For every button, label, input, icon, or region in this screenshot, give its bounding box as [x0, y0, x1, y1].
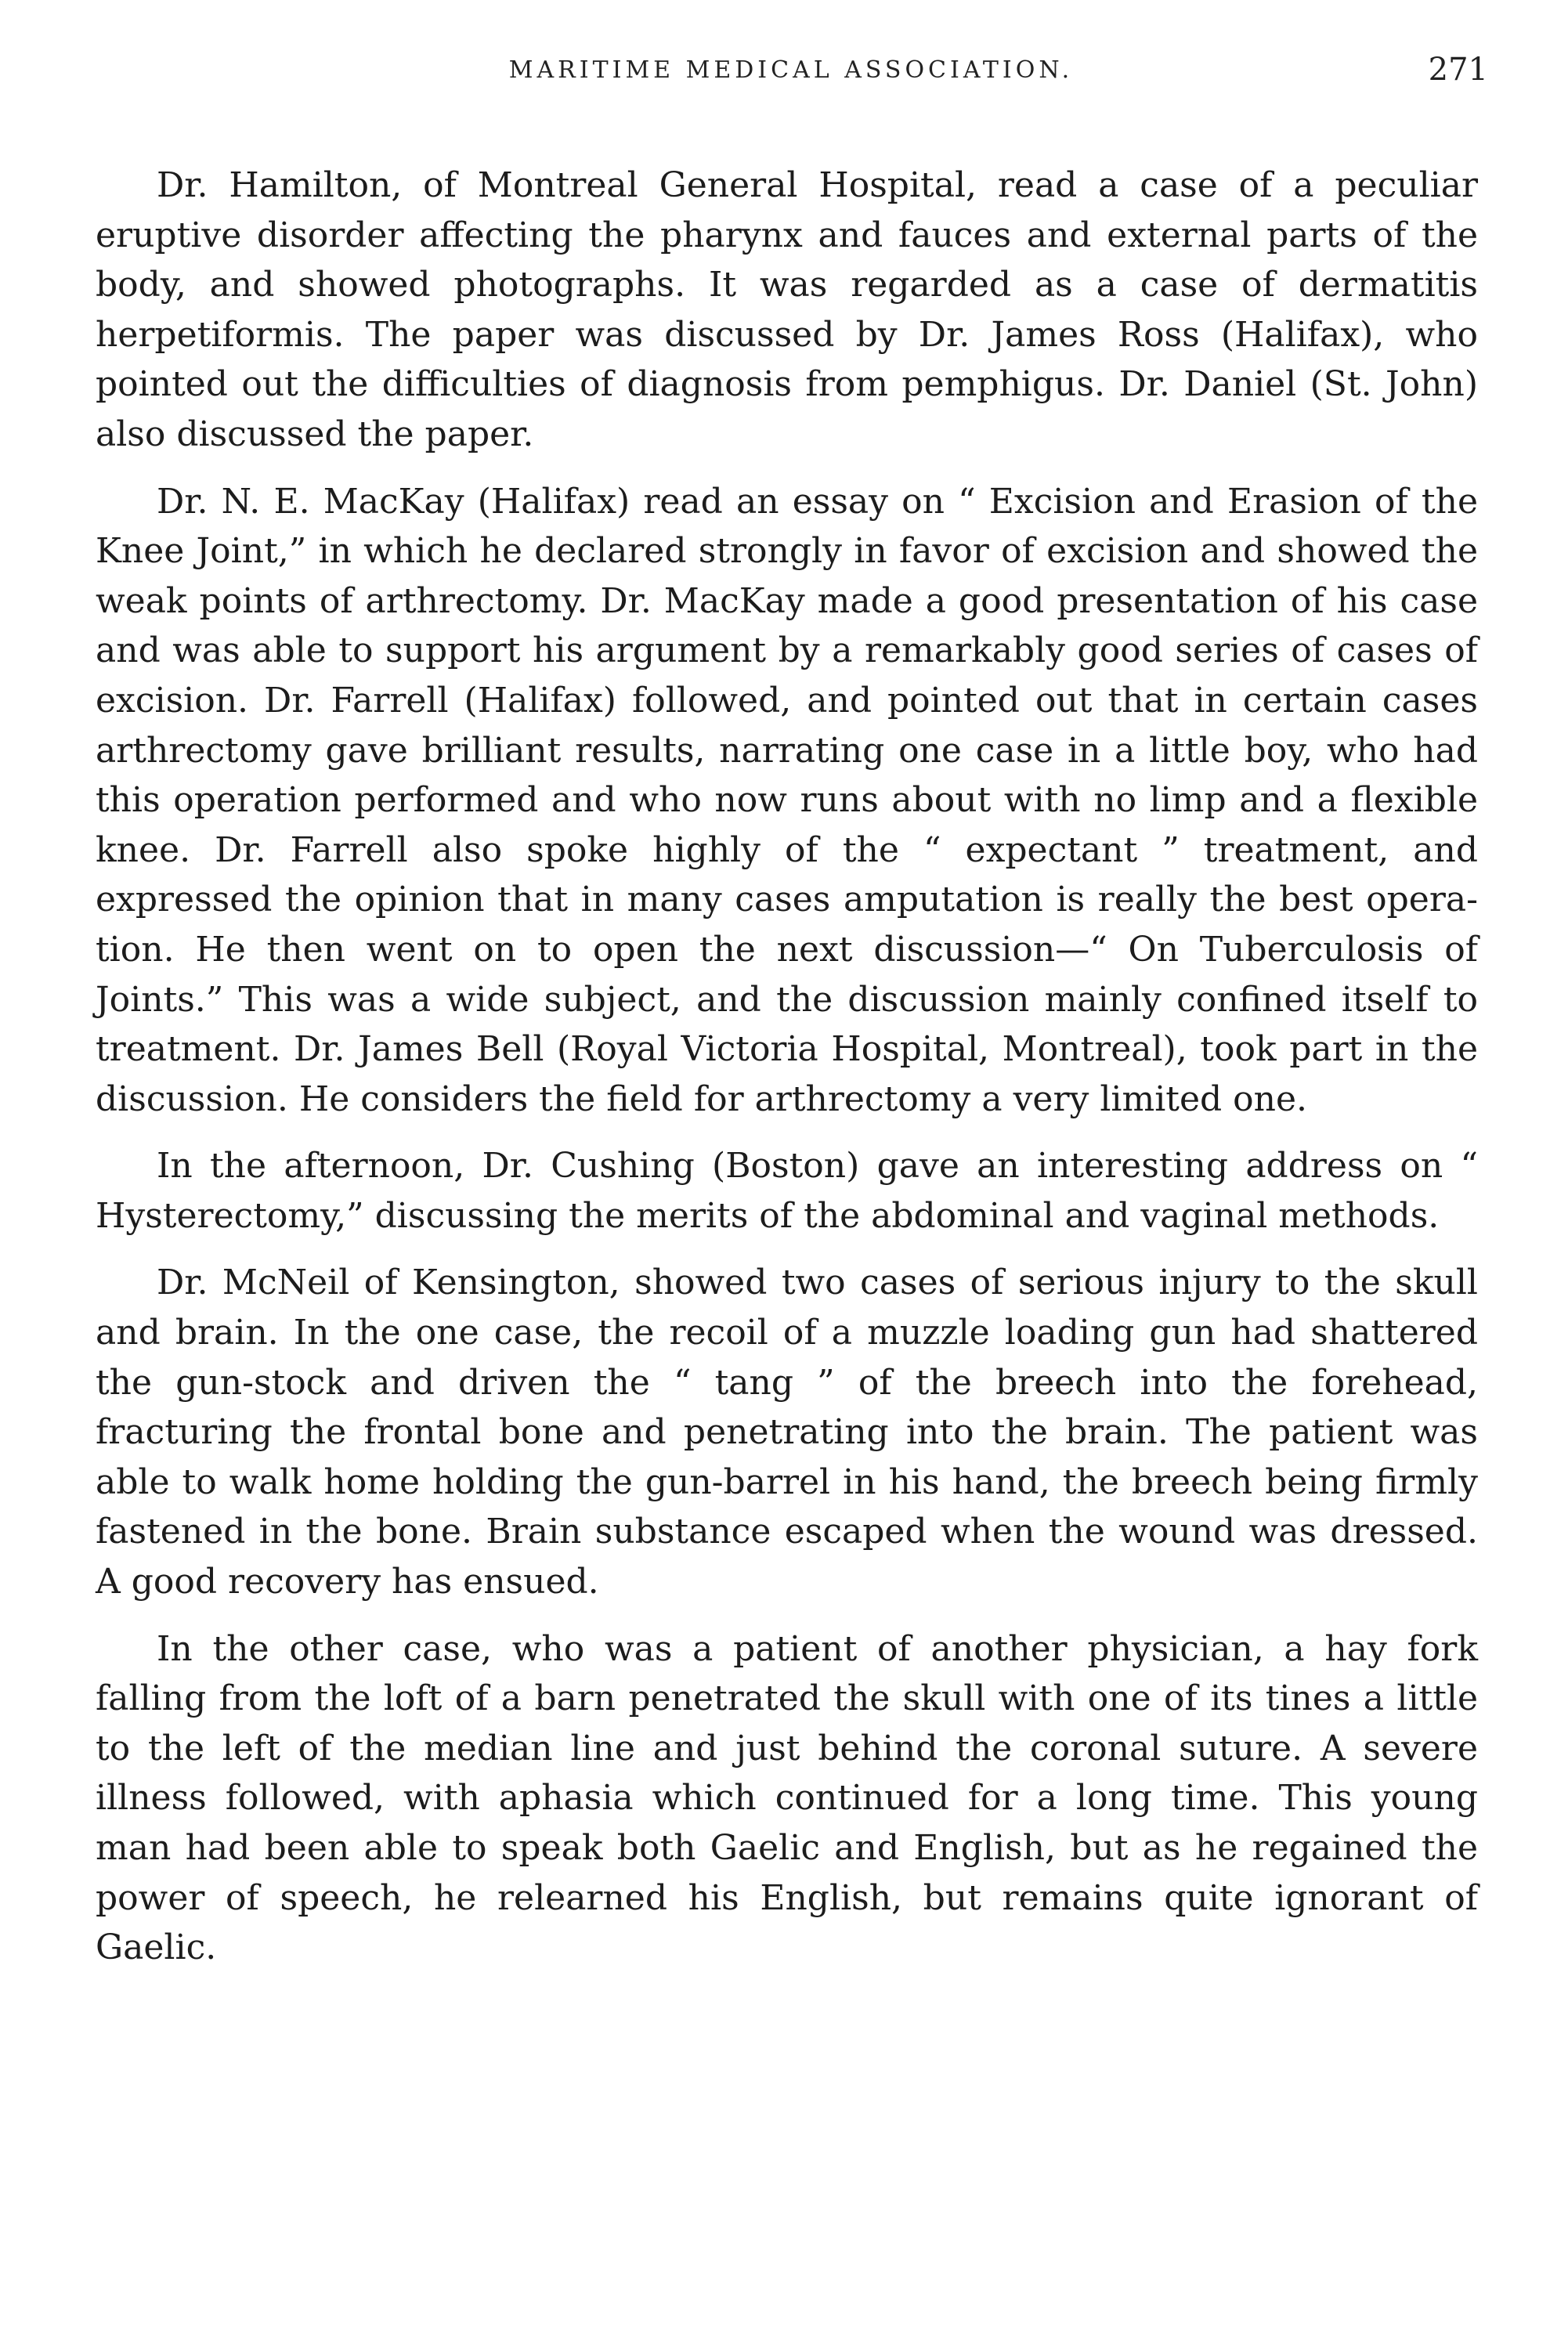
- paragraph-cushing: In the afternoon, Dr. Cushing (Boston) gave an interesting address on “ Hysterectomy,” discussing the merits of the abdominal and vaginal methods.: [96, 1146, 1478, 1236]
- page-number: 271: [1428, 52, 1488, 88]
- paragraph-mackay: Dr. N. E. MacKay (Halifax) read an essay on “ Excision and Erasion of the Knee Joint,” in which he declared strongly in favor of excision and showed the weak points of arthrectomy. Dr. MacKay made a good presentation of his case and was able to support his argument by a remarkably good series of cases of excision. Dr. Farrell (Halifax) followed, and pointed out that in certain cases arthrectomy gave brilliant results, narrating one case in a little boy, who had this operation performed and who now runs about with no limp and a flexible knee. Dr. Farrell also spoke highly of the “ expectant ” treatment, and expressed the opinion that in many cases amputation is really the best operation. He then went on to open the next discussion—“ On Tuberculosis of Joints.” This was a wide subject, and the discussion mainly confined itself to treatment. Dr. James Bell (Royal Victoria Hospital, Montreal), took part in the discussion. He considers the field for arthrectomy a very limited one.: [96, 481, 1478, 1119]
- paragraph-hamilton: Dr. Hamilton, of Montreal General Hospital, read a case of a peculiar eruptive disorder affecting the pharynx and fauces and external parts of the body, and showed photographs. It was regarded as a case of dermatitis herpetiformis. The paper was discussed by Dr. James Ross (Halifax), who pointed out the difficulties of diagnosis from pemphigus. Dr. Daniel (St. John) also discussed the paper.: [96, 165, 1478, 454]
- body-text: [96, 161, 1478, 1990]
- running-head: [94, 52, 1488, 103]
- paragraph-other-case: In the other case, who was a patient of another physician, a hay fork falling from the loft of a barn penetrated the skull with one of its tines a little to the left of the median line and just behind the coronal suture. A severe illness followed, with aphasia which continued for a long time. This young man had been able to speak both Gaelic and English, but as he regained the power of speech, he relearned his English, but remains quite ignorant of Gaelic.: [96, 1628, 1478, 1968]
- running-title: MARITIME MEDICAL ASSOCIATION.: [508, 56, 1074, 84]
- paragraph-mcneil: Dr. McNeil of Kensington, showed two cases of serious injury to the skull and brain. In the one case, the recoil of a muzzle loading gun had shattered the gun-stock and driven the “ tang ” of the breech into the forehead, fracturing the frontal bone and penetrating into the brain. The patient was able to walk home holding the gun-barrel in his hand, the breech being firmly fastened in the bone. Brain substance escaped when the wound was dressed. A good recovery has ensued.: [96, 1263, 1478, 1602]
